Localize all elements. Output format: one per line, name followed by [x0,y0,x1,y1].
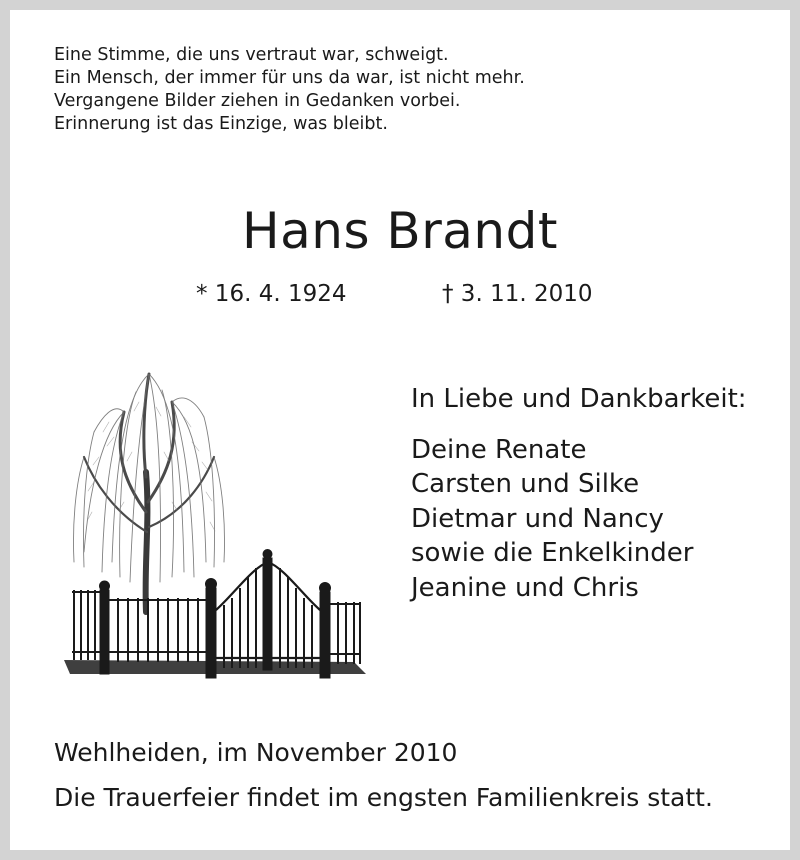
birth-date: * 16. 4. 1924 [196,281,347,307]
mourner-name: Dietmar und Nancy [411,503,664,534]
funeral-note: Die Trauerfeier findet im engsten Familienkreis statt. [54,783,713,812]
death-date: † 3. 11. 2010 [442,281,593,307]
poem-line: Erinnerung ist das Einzige, was bleibt. [54,114,388,134]
mourners-block [411,382,747,605]
mourner-name: Carsten und Silke [411,469,640,499]
poem-line: Eine Stimme, die uns vertraut war, schweigt. [54,45,449,65]
poem-line: Ein Mensch, der immer für uns da war, ist nicht mehr. [54,68,525,88]
mourner-name: sowie die Enkelkinder [411,538,694,568]
mourners-heading: In Liebe und Dankbarkeit: [411,384,747,414]
obituary-card [10,10,790,850]
willow-tree-and-gate-illustration [54,362,374,692]
deceased-name: Hans Brandt [242,202,558,260]
willow-tree [73,374,224,612]
poem-line: Vergangene Bilder ziehen in Gedanken vorbei. [54,91,461,111]
iron-gate [72,550,360,679]
mourner-name: Jeanine und Chris [411,572,639,603]
poem [54,44,525,136]
place-and-date: Wehlheiden, im November 2010 [54,738,458,767]
mourner-name: Deine Renate [411,434,587,465]
